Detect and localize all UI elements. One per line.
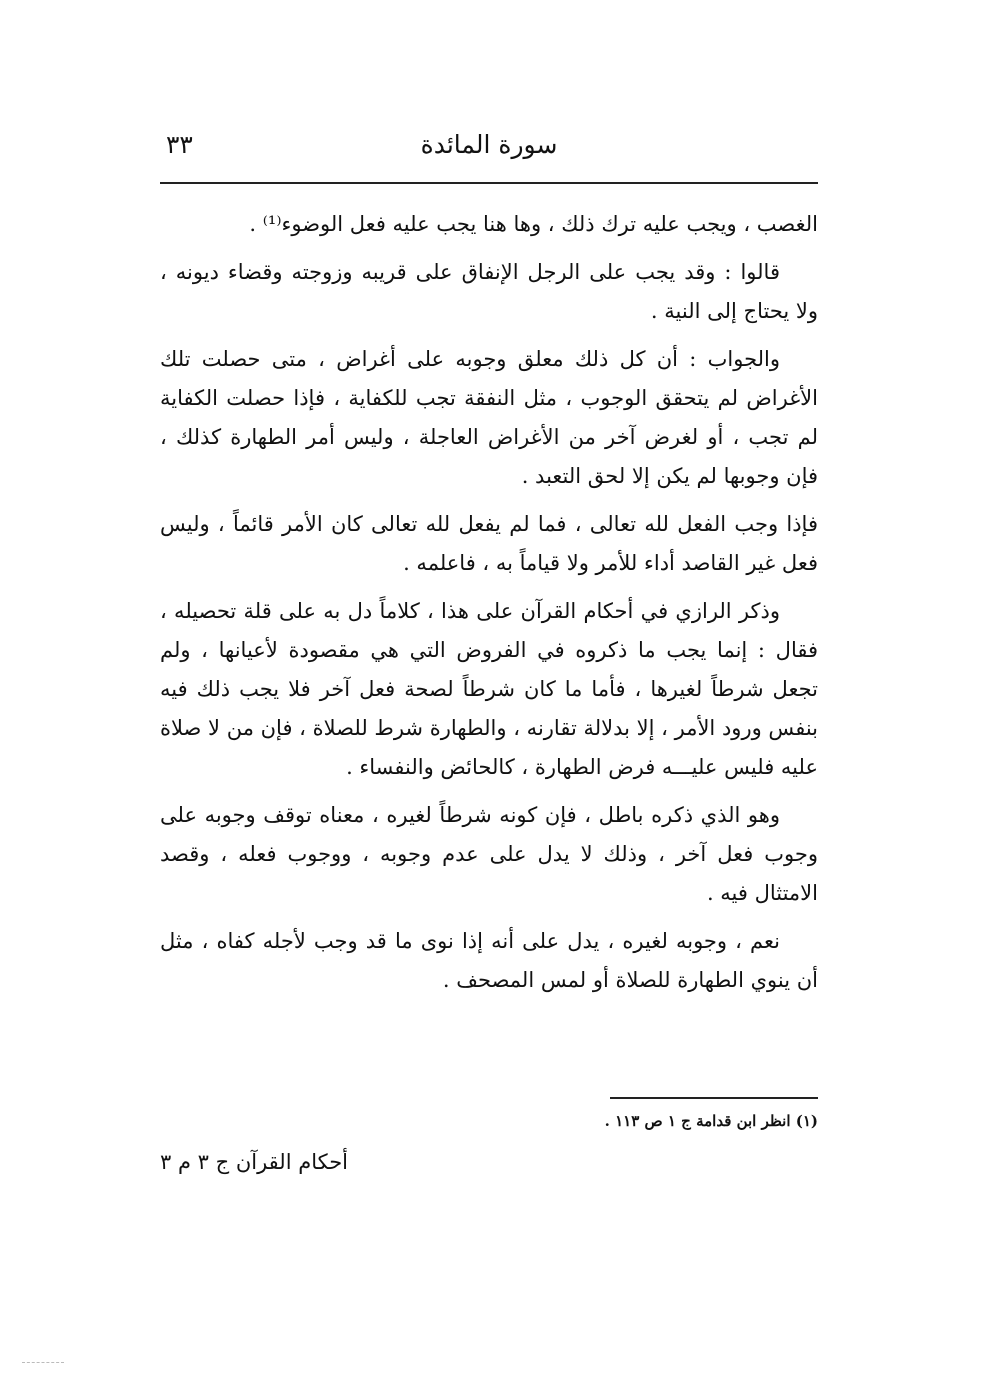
signature-mark: أحكام القرآن ج ٣ م ٣ xyxy=(160,1150,349,1174)
paragraph-7: نعم ، وجوبه لغيره ، يدل على أنه إذا نوى ما قد وجب لأجله كفاه ، مثل أن ينوي الطهارة للصلاة أو لمس المصحف . xyxy=(160,929,818,992)
header-rule xyxy=(160,182,818,184)
footnote-rule xyxy=(610,1097,818,1099)
page-number: ٣٣ xyxy=(166,130,193,159)
paragraph-6: وهو الذي ذكره باطل ، فإن كونه شرطاً لغيره ، معناه توقف وجوبه على وجوب فعل آخر ، وذلك لا يدل على عدم وجوبه ، ووجوب فعله ، وقصد الامتثال فيه . xyxy=(160,803,818,905)
surah-title: سورة المائدة xyxy=(420,130,558,159)
paragraph-4: فإذا وجب الفعل لله تعالى ، فما لم يفعل لله تعالى كان الأمر قائماً ، وليس فعل غير القاصد أداء للأمر ولا قياماً به ، فاعلمه . xyxy=(160,512,818,575)
paragraph-3: والجواب : أن كل ذلك معلق وجوبه على أغراض ، متى حصلت تلك الأغراض لم يتحقق الوجوب ، مثل النفقة تجب للكفاية ، فإذا حصلت الكفاية لم تجب ، أو لغرض آخر من الأغراض العاجلة ، وليس أمر الطهارة كذلك ، فإن وجوبها لم يكن إلا لحق التعبد . xyxy=(160,347,818,488)
footnote: (١) انظر ابن قدامة ج ١ ص ١١٣ . xyxy=(604,1112,818,1130)
scan-mark xyxy=(22,1362,64,1363)
running-header xyxy=(160,118,818,174)
paragraph-1: الغصب ، ويجب عليه ترك ذلك ، وها هنا يجب عليه فعل الوضوء⁽¹⁾ . xyxy=(249,212,818,236)
paragraph-2: قالوا : وقد يجب على الرجل الإنفاق على قريبه وزوجته وقضاء ديونه ، ولا يحتاج إلى النية . xyxy=(160,260,818,323)
paragraph-5: وذكر الرازي في أحكام القرآن على هذا ، كلاماً دل به على قلة تحصيله ، فقال : إنما يجب ما ذكروه في الفروض التي هي مقصودة لأعيانها ، ولم تجعل شرطاً لغيرها ، فأما ما كان شرطاً لصحة فعل آخر فلا يجب ذلك فيه بنفس ورود الأمر ، إلا بدلالة تقارنه ، والطهارة شرط للصلاة ، فإن من لا صلاة عليه فليس عليـــه فرض الطهارة ، كالحائض والنفساء . xyxy=(160,599,819,779)
body-text xyxy=(160,205,818,1009)
